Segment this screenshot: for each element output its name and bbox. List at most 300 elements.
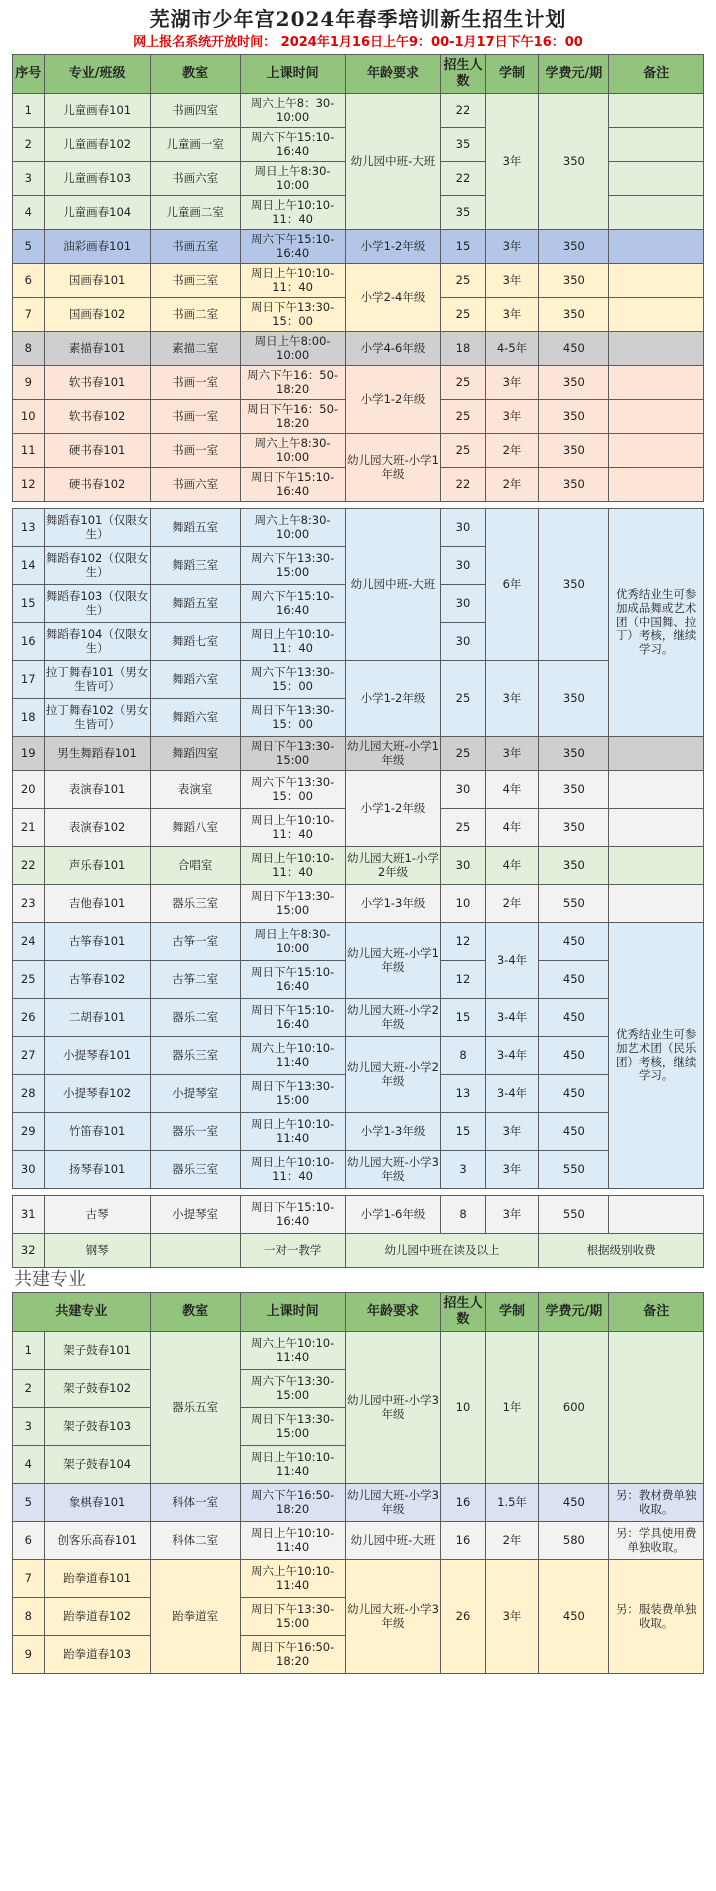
header-no: 序号 bbox=[13, 55, 45, 94]
row-duration: 2年 bbox=[485, 434, 539, 468]
row-time: 周日下午15:10-16:40 bbox=[240, 468, 345, 502]
row-fee: 350 bbox=[539, 230, 609, 264]
row-count: 8 bbox=[441, 1037, 485, 1075]
row-time: 周六上午8:30-10:00 bbox=[240, 509, 345, 547]
row-major: 竹笛春101 bbox=[44, 1113, 150, 1151]
row-major: 小提琴春101 bbox=[44, 1037, 150, 1075]
row-duration: 4年 bbox=[485, 847, 539, 885]
row-duration: 3-4年 bbox=[485, 999, 539, 1037]
row-room: 书画四室 bbox=[150, 94, 240, 128]
row-duration: 3年 bbox=[485, 400, 539, 434]
table-row bbox=[13, 332, 704, 366]
row-age: 幼儿园中班-小学3年级 bbox=[345, 1332, 441, 1484]
row-no: 1 bbox=[13, 94, 45, 128]
row-age: 小学2-4年级 bbox=[345, 264, 441, 332]
row-time: 周日上午10:10-11：40 bbox=[240, 196, 345, 230]
row-no: 4 bbox=[13, 196, 45, 230]
row-fee: 450 bbox=[539, 1560, 609, 1674]
row-major: 古筝春102 bbox=[44, 961, 150, 999]
row-age: 小学1-2年级 bbox=[345, 661, 441, 737]
row-note bbox=[609, 1332, 704, 1484]
row-count: 35 bbox=[441, 196, 485, 230]
row-major: 软书春102 bbox=[44, 400, 150, 434]
row-duration: 3年 bbox=[485, 1196, 539, 1234]
row-no: 16 bbox=[13, 623, 45, 661]
row-time: 周日上午10:10-11:40 bbox=[240, 1522, 345, 1560]
table-row bbox=[13, 94, 704, 128]
row-no: 8 bbox=[13, 332, 45, 366]
row-room: 书画一室 bbox=[150, 434, 240, 468]
row-note bbox=[609, 230, 704, 264]
row-fee: 350 bbox=[539, 509, 609, 661]
row-no: 6 bbox=[13, 264, 45, 298]
row-fee: 550 bbox=[539, 885, 609, 923]
row-note bbox=[609, 196, 704, 230]
row-duration: 3年 bbox=[485, 230, 539, 264]
row-fee: 350 bbox=[539, 737, 609, 771]
row-room: 科体二室 bbox=[150, 1522, 240, 1560]
main-table bbox=[12, 54, 704, 502]
row-age: 幼儿园大班-小学3年级 bbox=[345, 1560, 441, 1674]
row-duration: 3-4年 bbox=[485, 923, 539, 999]
row-duration: 1年 bbox=[485, 1332, 539, 1484]
row-major: 钢琴 bbox=[44, 1234, 150, 1268]
table-row bbox=[13, 1234, 704, 1268]
row-major: 吉他春101 bbox=[44, 885, 150, 923]
co-header-note: 备注 bbox=[609, 1293, 704, 1332]
row-time: 周日下午16:50-18:20 bbox=[240, 1636, 345, 1674]
row-room: 舞蹈八室 bbox=[150, 809, 240, 847]
row-major: 油彩画春101 bbox=[44, 230, 150, 264]
row-note bbox=[609, 298, 704, 332]
row-age: 小学1-3年级 bbox=[345, 1113, 441, 1151]
row-time: 周六上午10:10-11:40 bbox=[240, 1037, 345, 1075]
row-time: 周日下午15:10-16:40 bbox=[240, 999, 345, 1037]
row-room: 书画一室 bbox=[150, 400, 240, 434]
row-major: 跆拳道春101 bbox=[44, 1560, 150, 1598]
co-header-room: 教室 bbox=[150, 1293, 240, 1332]
row-time: 周日上午10:10-11：40 bbox=[240, 809, 345, 847]
row-count: 25 bbox=[441, 737, 485, 771]
row-duration: 3年 bbox=[485, 366, 539, 400]
row-no: 20 bbox=[13, 771, 45, 809]
row-fee: 350 bbox=[539, 366, 609, 400]
table-row bbox=[13, 366, 704, 400]
row-note: 另：教材费单独收取。 bbox=[609, 1484, 704, 1522]
co-table-header bbox=[13, 1293, 704, 1332]
row-time: 周六下午13:30-15:00 bbox=[240, 1370, 345, 1408]
row-note bbox=[609, 1196, 704, 1234]
table-row bbox=[13, 1113, 704, 1151]
table-row bbox=[13, 230, 704, 264]
row-major: 国画春101 bbox=[44, 264, 150, 298]
registration-time: 网上报名系统开放时间： 2024年1月16日上午9：00-1月17日下午16：00 bbox=[133, 35, 583, 50]
row-duration: 1.5年 bbox=[485, 1484, 539, 1522]
row-count: 8 bbox=[441, 1196, 485, 1234]
row-major: 架子鼓春104 bbox=[44, 1446, 150, 1484]
row-time: 周日下午13:30-15：00 bbox=[240, 699, 345, 737]
row-fee: 450 bbox=[539, 923, 609, 961]
row-no: 17 bbox=[13, 661, 45, 699]
row-room: 舞蹈四室 bbox=[150, 737, 240, 771]
header-fee: 学费元/期 bbox=[539, 55, 609, 94]
row-no: 5 bbox=[13, 230, 45, 264]
row-age: 幼儿园中班-大班 bbox=[345, 94, 441, 230]
row-no: 2 bbox=[13, 1370, 45, 1408]
row-count: 15 bbox=[441, 230, 485, 264]
row-duration: 3年 bbox=[485, 264, 539, 298]
row-note bbox=[609, 434, 704, 468]
row-room: 书画三室 bbox=[150, 264, 240, 298]
row-fee: 350 bbox=[539, 809, 609, 847]
row-major: 表演春102 bbox=[44, 809, 150, 847]
row-duration: 2年 bbox=[485, 1522, 539, 1560]
row-age: 幼儿园中班在读及以上 bbox=[345, 1234, 539, 1268]
row-fee: 550 bbox=[539, 1151, 609, 1189]
row-major: 架子鼓春102 bbox=[44, 1370, 150, 1408]
row-count: 15 bbox=[441, 1113, 485, 1151]
row-note bbox=[609, 737, 704, 771]
co-header-major: 共建专业 bbox=[13, 1293, 151, 1332]
row-count: 30 bbox=[441, 771, 485, 809]
row-note bbox=[609, 809, 704, 847]
row-major: 国画春102 bbox=[44, 298, 150, 332]
row-note: 优秀结业生可参加艺术团（民乐团）考核，继续学习。 bbox=[609, 923, 704, 1189]
row-age: 幼儿园中班-大班 bbox=[345, 509, 441, 661]
row-time: 周日上午10:10-11：40 bbox=[240, 1151, 345, 1189]
row-duration: 4年 bbox=[485, 809, 539, 847]
row-count: 22 bbox=[441, 94, 485, 128]
row-room: 跆拳道室 bbox=[150, 1560, 240, 1674]
table-row bbox=[13, 1037, 704, 1075]
row-no: 4 bbox=[13, 1446, 45, 1484]
dance-music-table bbox=[12, 508, 704, 1189]
row-time: 周日上午8:30-10:00 bbox=[240, 162, 345, 196]
row-major: 舞蹈春104（仅限女生） bbox=[44, 623, 150, 661]
row-major: 表演春101 bbox=[44, 771, 150, 809]
row-major: 硬书春101 bbox=[44, 434, 150, 468]
co-header-count: 招生人数 bbox=[441, 1293, 485, 1332]
row-no: 19 bbox=[13, 737, 45, 771]
row-time: 周六下午13:30-15：00 bbox=[240, 661, 345, 699]
row-fee: 450 bbox=[539, 1037, 609, 1075]
row-room: 表演室 bbox=[150, 771, 240, 809]
row-room: 儿童画一室 bbox=[150, 128, 240, 162]
row-no: 3 bbox=[13, 162, 45, 196]
header-major: 专业/班级 bbox=[44, 55, 150, 94]
row-duration: 3年 bbox=[485, 737, 539, 771]
row-count: 35 bbox=[441, 128, 485, 162]
row-count: 25 bbox=[441, 809, 485, 847]
table-row bbox=[13, 771, 704, 809]
row-no: 25 bbox=[13, 961, 45, 999]
row-note bbox=[609, 885, 704, 923]
row-no: 32 bbox=[13, 1234, 45, 1268]
row-major: 儿童画春101 bbox=[44, 94, 150, 128]
row-room: 合唱室 bbox=[150, 847, 240, 885]
row-time: 周六下午16:50-18:20 bbox=[240, 1484, 345, 1522]
row-room: 素描二室 bbox=[150, 332, 240, 366]
row-duration: 4-5年 bbox=[485, 332, 539, 366]
row-time: 周日上午10:10-11：40 bbox=[240, 847, 345, 885]
row-count: 30 bbox=[441, 847, 485, 885]
row-age: 幼儿园大班-小学1年级 bbox=[345, 737, 441, 771]
row-count: 25 bbox=[441, 661, 485, 737]
row-room: 器乐五室 bbox=[150, 1332, 240, 1484]
row-room: 古筝二室 bbox=[150, 961, 240, 999]
row-duration: 3-4年 bbox=[485, 1075, 539, 1113]
row-no: 14 bbox=[13, 547, 45, 585]
table-row bbox=[13, 264, 704, 298]
row-major: 架子鼓春103 bbox=[44, 1408, 150, 1446]
row-no: 12 bbox=[13, 468, 45, 502]
row-time: 周日上午10:10-11：40 bbox=[240, 264, 345, 298]
row-count: 30 bbox=[441, 509, 485, 547]
row-major: 男生舞蹈春101 bbox=[44, 737, 150, 771]
row-room: 书画六室 bbox=[150, 162, 240, 196]
row-age: 幼儿园中班-大班 bbox=[345, 1522, 441, 1560]
header-age: 年龄要求 bbox=[345, 55, 441, 94]
row-count: 25 bbox=[441, 298, 485, 332]
row-no: 18 bbox=[13, 699, 45, 737]
row-no: 3 bbox=[13, 1408, 45, 1446]
row-no: 7 bbox=[13, 1560, 45, 1598]
row-duration: 3年 bbox=[485, 94, 539, 230]
table-row bbox=[13, 661, 704, 699]
row-major: 舞蹈春103（仅限女生） bbox=[44, 585, 150, 623]
row-major: 硬书春102 bbox=[44, 468, 150, 502]
row-room: 书画二室 bbox=[150, 298, 240, 332]
row-note: 优秀结业生可参加成品舞或艺术团（中国舞、拉丁）考核，继续学习。 bbox=[609, 509, 704, 737]
row-duration: 2年 bbox=[485, 468, 539, 502]
row-no: 9 bbox=[13, 1636, 45, 1674]
row-room: 器乐三室 bbox=[150, 885, 240, 923]
row-room: 舞蹈六室 bbox=[150, 661, 240, 699]
row-fee: 450 bbox=[539, 1075, 609, 1113]
row-time: 周日下午16：50-18:20 bbox=[240, 400, 345, 434]
row-note: 另：学具使用费单独收取。 bbox=[609, 1522, 704, 1560]
row-time: 周日下午13:30-15:00 bbox=[240, 737, 345, 771]
row-age: 小学1-3年级 bbox=[345, 885, 441, 923]
row-count: 13 bbox=[441, 1075, 485, 1113]
row-room: 书画一室 bbox=[150, 366, 240, 400]
row-count: 18 bbox=[441, 332, 485, 366]
row-major: 儿童画春103 bbox=[44, 162, 150, 196]
row-time: 周六下午15:10-16:40 bbox=[240, 585, 345, 623]
row-room bbox=[150, 1234, 240, 1268]
row-major: 儿童画春104 bbox=[44, 196, 150, 230]
row-fee: 450 bbox=[539, 999, 609, 1037]
row-no: 10 bbox=[13, 400, 45, 434]
table-row bbox=[13, 885, 704, 923]
row-fee: 350 bbox=[539, 771, 609, 809]
row-note: 另：服装费单独收取。 bbox=[609, 1560, 704, 1674]
row-age: 幼儿园大班-小学3年级 bbox=[345, 1484, 441, 1522]
row-room: 器乐二室 bbox=[150, 999, 240, 1037]
extra-table bbox=[12, 1195, 704, 1268]
row-fee: 450 bbox=[539, 1484, 609, 1522]
row-count: 16 bbox=[441, 1484, 485, 1522]
row-major: 古筝春101 bbox=[44, 923, 150, 961]
row-time: 周日上午8:00-10:00 bbox=[240, 332, 345, 366]
header-time: 上课时间 bbox=[240, 55, 345, 94]
header-count: 招生人数 bbox=[441, 55, 485, 94]
row-fee: 550 bbox=[539, 1196, 609, 1234]
row-major: 古琴 bbox=[44, 1196, 150, 1234]
page-title: 芜湖市少年宫2024年春季培训新生招生计划 bbox=[149, 7, 567, 31]
row-duration: 3年 bbox=[485, 661, 539, 737]
row-room: 器乐一室 bbox=[150, 1113, 240, 1151]
table-row bbox=[13, 1560, 704, 1598]
row-duration: 3年 bbox=[485, 1560, 539, 1674]
co-header-fee: 学费元/期 bbox=[539, 1293, 609, 1332]
row-room: 器乐三室 bbox=[150, 1151, 240, 1189]
row-no: 21 bbox=[13, 809, 45, 847]
row-fee: 350 bbox=[539, 400, 609, 434]
row-duration: 3年 bbox=[485, 298, 539, 332]
row-count: 22 bbox=[441, 162, 485, 196]
row-time: 周日下午15:10-16:40 bbox=[240, 1196, 345, 1234]
table-row bbox=[13, 1196, 704, 1234]
row-no: 29 bbox=[13, 1113, 45, 1151]
row-age: 幼儿园大班-小学1年级 bbox=[345, 434, 441, 502]
row-age: 小学1-2年级 bbox=[345, 771, 441, 847]
row-major: 跆拳道春102 bbox=[44, 1598, 150, 1636]
row-count: 30 bbox=[441, 547, 485, 585]
row-room: 舞蹈五室 bbox=[150, 585, 240, 623]
row-fee: 350 bbox=[539, 468, 609, 502]
row-time: 周日上午10:10-11：40 bbox=[240, 623, 345, 661]
row-major: 小提琴春102 bbox=[44, 1075, 150, 1113]
row-count: 12 bbox=[441, 961, 485, 999]
table-row bbox=[13, 999, 704, 1037]
row-age: 幼儿园大班-小学2年级 bbox=[345, 1037, 441, 1113]
row-room: 科体一室 bbox=[150, 1484, 240, 1522]
row-time: 周日上午10:10-11:40 bbox=[240, 1446, 345, 1484]
row-major: 软书春101 bbox=[44, 366, 150, 400]
table-row bbox=[13, 923, 704, 961]
row-no: 11 bbox=[13, 434, 45, 468]
row-time: 周日下午13:30-15:00 bbox=[240, 1075, 345, 1113]
table-row bbox=[13, 1484, 704, 1522]
row-room: 器乐三室 bbox=[150, 1037, 240, 1075]
row-no: 8 bbox=[13, 1598, 45, 1636]
row-count: 15 bbox=[441, 999, 485, 1037]
row-time: 周日下午13:30-15:00 bbox=[240, 1598, 345, 1636]
row-time: 周日下午15:10-16:40 bbox=[240, 961, 345, 999]
row-age: 小学1-2年级 bbox=[345, 366, 441, 434]
row-no: 23 bbox=[13, 885, 45, 923]
row-fee: 350 bbox=[539, 264, 609, 298]
row-fee: 450 bbox=[539, 961, 609, 999]
row-count: 3 bbox=[441, 1151, 485, 1189]
row-room: 儿童画二室 bbox=[150, 196, 240, 230]
row-no: 15 bbox=[13, 585, 45, 623]
row-time: 周日上午8:30-10:00 bbox=[240, 923, 345, 961]
row-time: 周六上午8：30-10:00 bbox=[240, 94, 345, 128]
table-row bbox=[13, 847, 704, 885]
row-major: 声乐春101 bbox=[44, 847, 150, 885]
row-major: 扬琴春101 bbox=[44, 1151, 150, 1189]
row-major: 二胡春101 bbox=[44, 999, 150, 1037]
row-room: 小提琴室 bbox=[150, 1196, 240, 1234]
row-note bbox=[609, 771, 704, 809]
row-fee: 根据级别收费 bbox=[539, 1234, 704, 1268]
row-duration: 4年 bbox=[485, 771, 539, 809]
row-room: 舞蹈五室 bbox=[150, 509, 240, 547]
row-note bbox=[609, 128, 704, 162]
row-major: 素描春101 bbox=[44, 332, 150, 366]
row-fee: 450 bbox=[539, 1113, 609, 1151]
row-fee: 350 bbox=[539, 94, 609, 230]
row-time: 周六下午15:10-16:40 bbox=[240, 128, 345, 162]
row-duration: 2年 bbox=[485, 885, 539, 923]
row-time: 周日下午13:30-15:00 bbox=[240, 1408, 345, 1446]
row-no: 13 bbox=[13, 509, 45, 547]
row-note bbox=[609, 264, 704, 298]
row-count: 25 bbox=[441, 366, 485, 400]
table-row bbox=[13, 737, 704, 771]
header-note: 备注 bbox=[609, 55, 704, 94]
row-fee: 450 bbox=[539, 332, 609, 366]
row-no: 28 bbox=[13, 1075, 45, 1113]
row-major: 象棋春101 bbox=[44, 1484, 150, 1522]
row-age: 幼儿园大班-小学2年级 bbox=[345, 999, 441, 1037]
row-major: 跆拳道春103 bbox=[44, 1636, 150, 1674]
table-row bbox=[13, 1151, 704, 1189]
row-count: 30 bbox=[441, 585, 485, 623]
row-time: 周日上午10:10-11:40 bbox=[240, 1113, 345, 1151]
row-room: 舞蹈七室 bbox=[150, 623, 240, 661]
row-count: 25 bbox=[441, 400, 485, 434]
row-room: 小提琴室 bbox=[150, 1075, 240, 1113]
row-major: 舞蹈春101（仅限女生） bbox=[44, 509, 150, 547]
row-room: 书画五室 bbox=[150, 230, 240, 264]
row-major: 拉丁舞春102（男女生皆可） bbox=[44, 699, 150, 737]
row-major: 儿童画春102 bbox=[44, 128, 150, 162]
row-duration: 3-4年 bbox=[485, 1037, 539, 1075]
row-no: 9 bbox=[13, 366, 45, 400]
row-time: 周六下午16：50-18:20 bbox=[240, 366, 345, 400]
row-time: 周六上午10:10-11:40 bbox=[240, 1332, 345, 1370]
row-major: 架子鼓春101 bbox=[44, 1332, 150, 1370]
row-room: 书画六室 bbox=[150, 468, 240, 502]
row-fee: 350 bbox=[539, 661, 609, 737]
header-room: 教室 bbox=[150, 55, 240, 94]
row-age: 幼儿园大班1-小学2年级 bbox=[345, 847, 441, 885]
row-duration: 3年 bbox=[485, 1113, 539, 1151]
row-count: 25 bbox=[441, 434, 485, 468]
row-note bbox=[609, 847, 704, 885]
co-header-duration: 学制 bbox=[485, 1293, 539, 1332]
table-row bbox=[13, 434, 704, 468]
row-fee: 580 bbox=[539, 1522, 609, 1560]
row-fee: 350 bbox=[539, 434, 609, 468]
table-header bbox=[13, 55, 704, 94]
row-count: 30 bbox=[441, 623, 485, 661]
co-header-age: 年龄要求 bbox=[345, 1293, 441, 1332]
row-count: 10 bbox=[441, 1332, 485, 1484]
row-no: 30 bbox=[13, 1151, 45, 1189]
row-fee: 350 bbox=[539, 847, 609, 885]
row-major: 舞蹈春102（仅限女生） bbox=[44, 547, 150, 585]
row-time: 周六下午13:30-15：00 bbox=[240, 771, 345, 809]
row-age: 幼儿园大班-小学1年级 bbox=[345, 923, 441, 999]
row-count: 16 bbox=[441, 1522, 485, 1560]
row-note bbox=[609, 366, 704, 400]
row-room: 古筝一室 bbox=[150, 923, 240, 961]
row-count: 10 bbox=[441, 885, 485, 923]
